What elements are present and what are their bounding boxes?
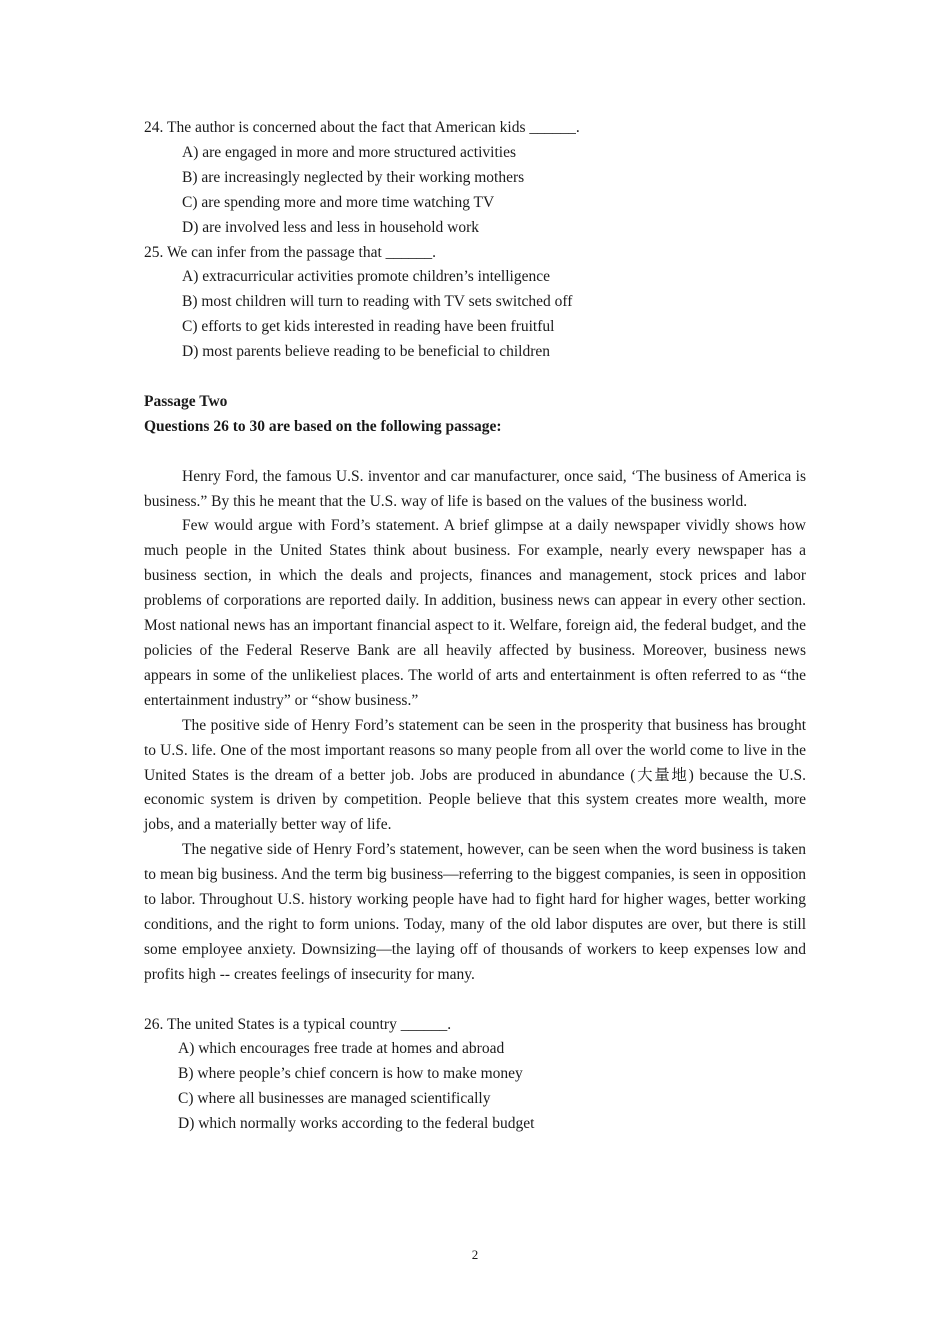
question-24 [144, 116, 806, 241]
passage-paragraph: Henry Ford, the famous U.S. inventor and car manufacturer, once said, ‘The business of America is business.” By this he meant that the U.S. way of life is based on the values of the business world. [144, 467, 806, 510]
answer-option: D) most parents believe reading to be beneficial to children [182, 343, 550, 361]
page-content [144, 116, 806, 1137]
passage-paragraph: The positive side of Henry Ford’s statement can be seen in the prosperity that business has brought to U.S. life. One of the most important reasons so many people from all over the world come to live in the United States is the dream of a better job. Jobs are produced in abundance (大量地) because the U.S. economic system is driven by competition. People believe that this system creates more wealth, more jobs, and a materially better way of life. [144, 716, 806, 834]
answer-option: C) where all businesses are managed scientifically [178, 1090, 491, 1108]
spacer [144, 988, 806, 1013]
answer-option: B) most children will turn to reading with TV sets switched off [182, 293, 573, 311]
passage-paragraph: Few would argue with Ford’s statement. A brief glimpse at a daily newspaper vividly shows how much people in the United States think about business. For example, nearly every newspaper has a business section, in which the deals and projects, finances and management, stock prices and labor problems of corporations are reported daily. In addition, business news can appear in every other section. Most national news has an important financial aspect to it. Welfare, foreign aid, the federal budget, and the policies of the Federal Reserve Bank are all heavily affected by business. Moreover, business news appears in some of the unlikeliest places. The world of arts and entertainment is often referred to as “the entertainment industry” or “show business.” [144, 517, 806, 709]
passage-paragraph: The negative side of Henry Ford’s statement, however, can be seen when the word business is taken to mean big business. And the term big business—referring to the biggest companies, is seen in opposition to labor. Throughout U.S. history working people have had to fight hard for higher wages, better working conditions, and the right to form unions. Today, many of the old labor disputes are over, but there is still some employee anxiety. Downsizing—the laying off of thousands of workers to keep expenses low and profits high -- creates feelings of insecurity for many. [144, 841, 806, 983]
spacer [144, 365, 806, 390]
answer-option: B) where people’s chief concern is how to make money [178, 1065, 523, 1083]
answer-option: C) efforts to get kids interested in reading have been fruitful [182, 318, 555, 336]
question-25 [144, 241, 806, 366]
answer-option: D) are involved less and less in household work [182, 218, 480, 236]
passage-instruction: Questions 26 to 30 are based on the following passage: [144, 417, 502, 435]
question-stem: 25. We can infer from the passage that ______. [144, 243, 437, 261]
answer-option: A) are engaged in more and more structured activities [182, 143, 516, 161]
answer-option: A) extracurricular activities promote children’s intelligence [182, 268, 550, 286]
passage-heading: Passage Two [144, 392, 228, 410]
answer-option: D) which normally works according to the federal budget [178, 1115, 535, 1133]
spacer [144, 440, 806, 465]
question-26 [144, 1013, 806, 1138]
question-stem: 26. The united States is a typical country ______. [144, 1015, 452, 1033]
answer-option: C) are spending more and more time watching TV [182, 193, 495, 211]
answer-option: A) which encourages free trade at homes and abroad [178, 1040, 505, 1058]
page-number: 2 [471, 1247, 479, 1262]
question-stem: 24. The author is concerned about the fact that American kids ______. [144, 119, 580, 136]
answer-option: B) are increasingly neglected by their working mothers [182, 168, 525, 186]
passage-body [144, 465, 806, 988]
